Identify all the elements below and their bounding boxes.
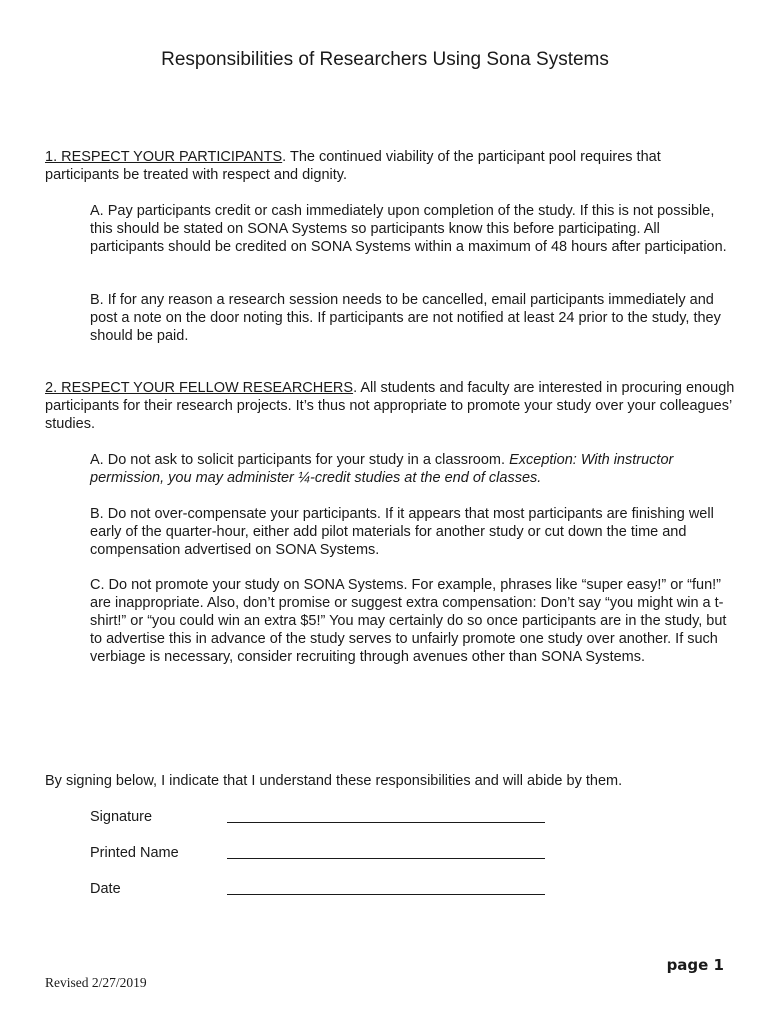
signature-label: Signature (90, 809, 153, 825)
agreement-statement: By signing below, I indicate that I understand these responsibilities and will abide by them. (45, 773, 623, 789)
revision-date: Revised 2/27/2019 (45, 975, 147, 990)
section-2-item-a-exception: Exception: With instructor permission, you may administer ¼-credit studies at the end of classes. (90, 452, 674, 486)
section-1-item-b: B. If for any reason a research session needs to be cancelled, email participants immediately and post a note on the door noting this. If participants are not notified at least 24 prior to the study, they should be paid. (90, 292, 721, 344)
section-2-item-a (90, 451, 730, 487)
section-2-text: . All students and faculty are interested in procuring enough participants for their research projects. It’s thus not appropriate to promote your study over your colleagues’ studies. (45, 380, 735, 432)
section-1-intro (45, 148, 735, 184)
section-2-intro (45, 379, 735, 433)
signature-line[interactable] (227, 822, 545, 823)
printed-name-label: Printed Name (90, 845, 179, 861)
date-line[interactable] (227, 894, 545, 895)
section-1-heading: 1. RESPECT YOUR PARTICIPANTS (45, 149, 283, 165)
section-1-item-a: A. Pay participants credit or cash immediately upon completion of the study. If this is not possible, this should be stated on SONA Systems so participants know this before participating. All participants should be credited on SONA Systems within a maximum of 48 hours after participation. (90, 203, 727, 255)
printed-name-line[interactable] (227, 858, 545, 859)
section-2-heading: 2. RESPECT YOUR FELLOW RESEARCHERS (45, 380, 354, 396)
page-number: page 1 (666, 956, 724, 974)
section-1-text: . The continued viability of the participant pool requires that participants be treated with respect and dignity. (45, 149, 661, 183)
section-2-item-a-text: A. Do not ask to solicit participants for your study in a classroom. (90, 452, 510, 468)
section-2-item-c: C. Do not promote your study on SONA Systems. For example, phrases like “super easy!” or “fun!” are inappropriate. Also, don’t promise or suggest extra compensation: Don’t say “you might win a t-shirt!” or “you could win an extra $5!” You may certainly do so once participants are in the study, but to advertise this in advance of the study serves to unfairly promote one study over another. If such verbiage is necessary, consider recruiting through avenues other than SONA Systems. (90, 577, 727, 665)
section-2-item-b: B. Do not over-compensate your participants. If it appears that most participants are finishing well early of the quarter-hour, either add pilot materials for another study or cut down the time and compensation advertised on SONA Systems. (90, 506, 714, 558)
document-title: Responsibilities of Researchers Using Sona Systems (161, 49, 609, 70)
date-label: Date (90, 881, 121, 897)
